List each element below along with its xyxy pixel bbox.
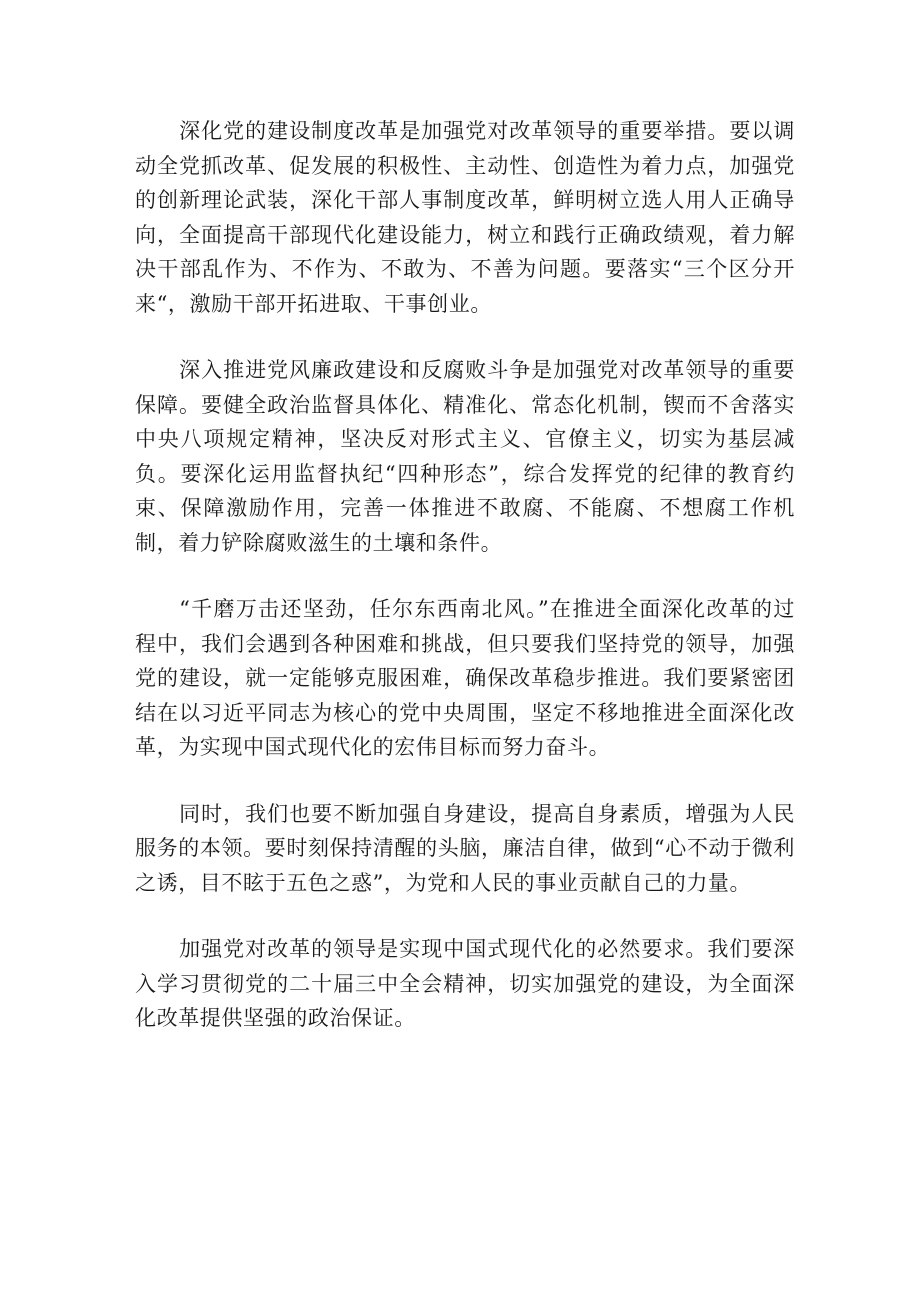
paragraph-4: 同时，我们也要不断加强自身建设，提高自身素质，增强为人民服务的本领。要时刻保持清醒的头脑，廉洁自律，做到“心不动于微利之诱，目不眩于五色之惑”，为党和人民的事业贡献自己的力量。 bbox=[135, 801, 795, 895]
paragraph-5: 加强党对改革的领导是实现中国式现代化的必然要求。我们要深入学习贯彻党的二十届三中全会精神，切实加强党的建设，为全面深化改革提供坚强的政治保证。 bbox=[135, 937, 795, 1030]
paragraph-2: 深入推进党风廉政建设和反腐败斗争是加强党对改革领导的重要保障。要健全政治监督具体化、精准化、常态化机制，锲而不舍落实中央八项规定精神，坚决反对形式主义、官僚主义，切实为基层减负。要深化运用监督执纪“四种形态”，综合发挥党的纪律的教育约束、保障激励作用，完善一体推进不敢腐、不能腐、不想腐工作机制，着力铲除腐败滋生的土壤和条件。 bbox=[135, 358, 795, 555]
paragraph-3: “千磨万击还坚劲，任尔东西南北风。”在推进全面深化改革的过程中，我们会遇到各种困难和挑战，但只要我们坚持党的领导，加强党的建设，就一定能够克服困难，确保改革稳步推进。我们要紧密团结在以习近平同志为核心的党中央周围，坚定不移地推进全面深化改革，为实现中国式现代化的宏伟目标而努力奋斗。 bbox=[135, 597, 795, 759]
document-body bbox=[135, 114, 795, 1068]
paragraph-1: 深化党的建设制度改革是加强党对改革领导的重要举措。要以调动全党抓改革、促发展的积极性、主动性、创造性为着力点，加强党的创新理论武装，深化干部人事制度改革，鲜明树立选人用人正确导向，全面提高干部现代化建设能力，树立和践行正确政绩观，着力解决干部乱作为、不作为、不敢为、不善为问题。要落实“三个区分开来“，激励干部开拓进取、干事创业。 bbox=[135, 119, 795, 316]
